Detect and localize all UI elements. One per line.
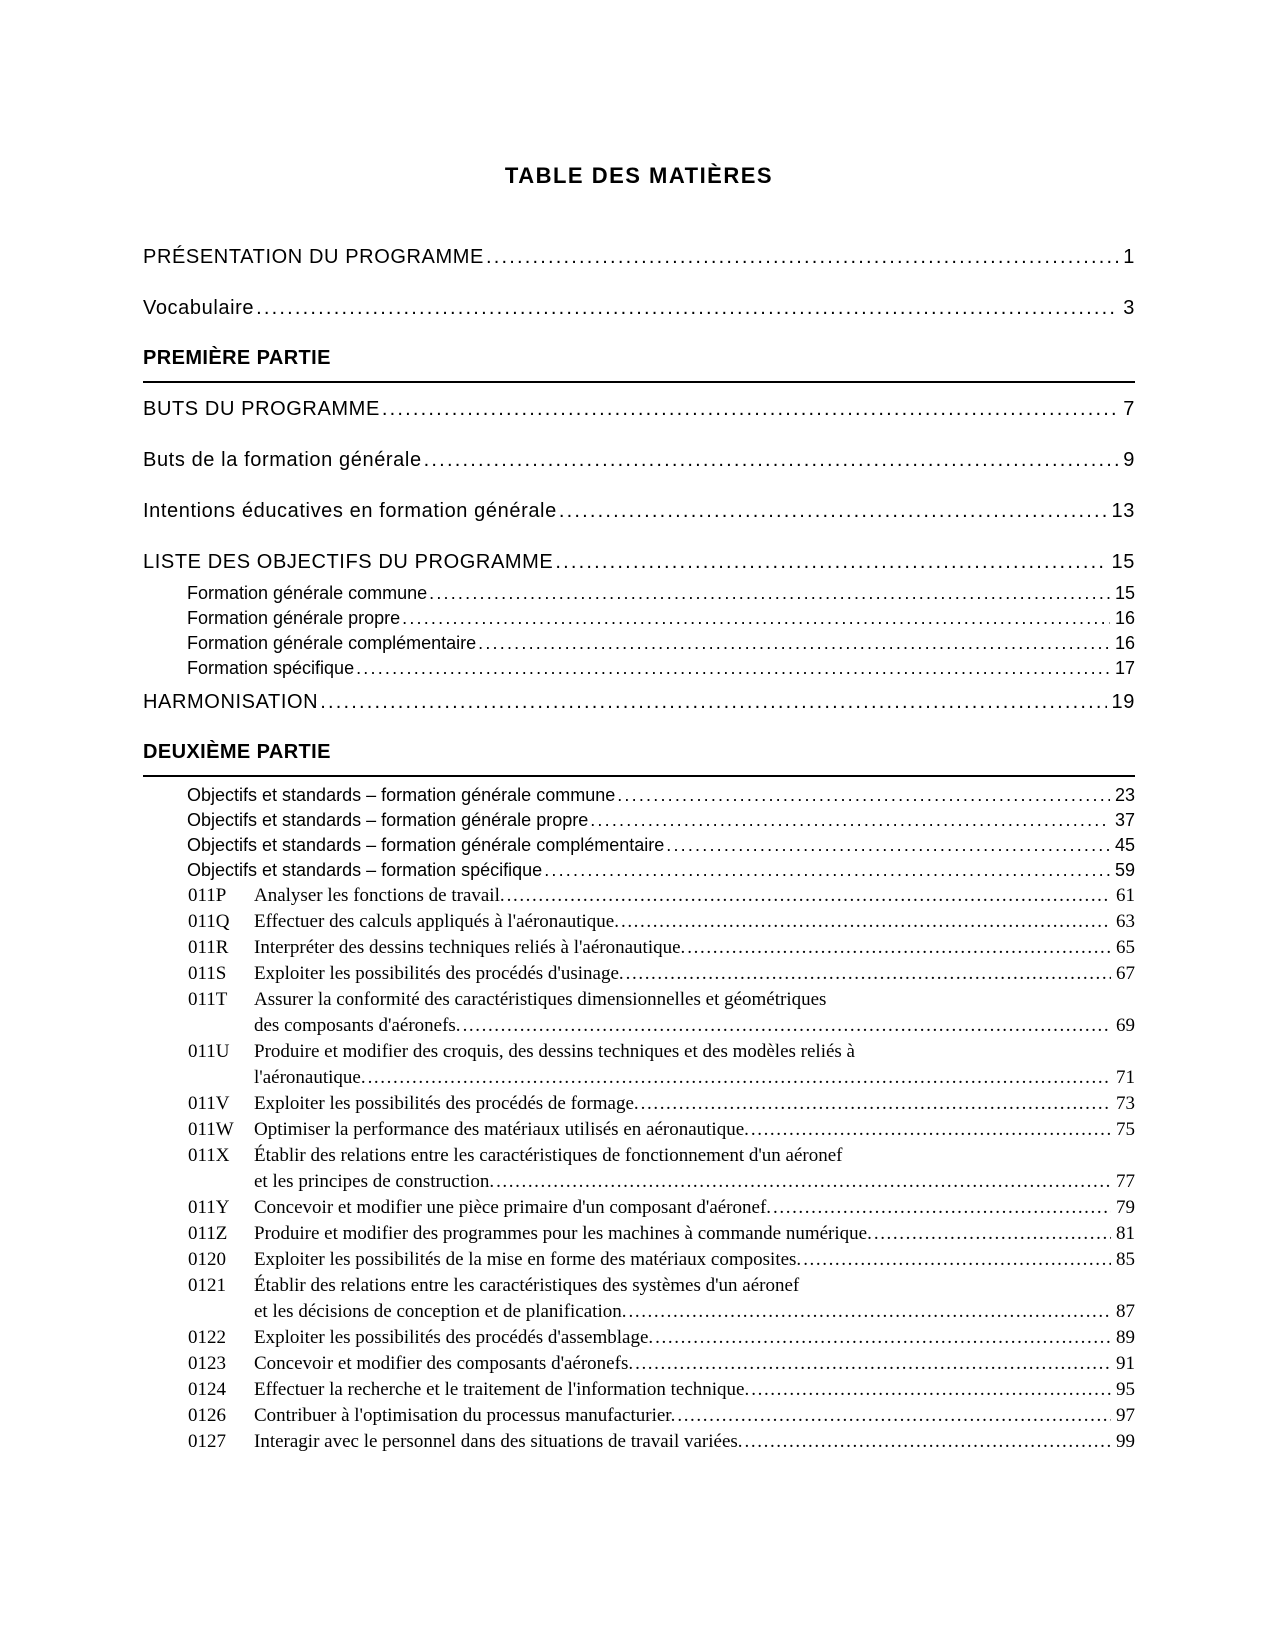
objective-code: 0122: [188, 1327, 226, 1348]
toc-page-number: 23: [1114, 785, 1135, 805]
toc-entry-label: Intentions éducatives en formation générale: [143, 500, 557, 522]
toc-page-number: 87: [1116, 1301, 1135, 1322]
objective-title: Effectuer des calculs appliqués à l'aéronautique.: [254, 911, 619, 932]
objective-line-1: [254, 909, 1135, 935]
toc-objective-entry: [188, 961, 1135, 987]
objective-title-continued: et les principes de construction.: [254, 1171, 495, 1192]
objective-code: 0123: [188, 1353, 226, 1374]
leader-dots: [626, 961, 1111, 987]
leader-dots: [486, 245, 1118, 269]
objective-title: Exploiter les possibilités de la mise en forme des matériaux composites.: [254, 1249, 802, 1270]
objective-content: [254, 1195, 1135, 1221]
objective-title: Concevoir et modifier une pièce primaire d'un composant d'aéronef.: [254, 1197, 772, 1218]
objective-content: [254, 1247, 1135, 1273]
toc-entry-label: Formation spécifique: [187, 658, 355, 678]
part-heading: [143, 346, 1135, 383]
toc-objective-entry: [188, 1039, 1135, 1091]
toc-objective-entry: [188, 1247, 1135, 1273]
objective-title: Concevoir et modifier des composants d'aéronefs.: [254, 1353, 634, 1374]
toc-page-number: 7: [1123, 398, 1135, 420]
objective-code: 0120: [188, 1249, 226, 1270]
toc-page-number: 16: [1114, 633, 1135, 653]
leader-dots: [356, 656, 1110, 681]
objective-content: [254, 1091, 1135, 1117]
toc-page-number: 67: [1116, 963, 1135, 984]
objective-line-1: [254, 1351, 1135, 1377]
toc-entry-label: BUTS DU PROGRAMME: [143, 398, 380, 420]
objective-code: 011X: [188, 1145, 230, 1166]
toc-entry: [143, 245, 1135, 269]
objective-title: Assurer la conformité des caractéristiques dimensionnelles et géométriques: [254, 989, 827, 1010]
toc-page-number: 61: [1116, 885, 1135, 906]
toc-entry-label: Formation générale propre: [187, 608, 401, 628]
toc-objective-entry: [188, 1143, 1135, 1195]
toc-page-number: 16: [1114, 608, 1135, 628]
toc-objective-entry: [188, 1195, 1135, 1221]
toc-page-number: 77: [1116, 1171, 1135, 1192]
toc-objective-entry: [188, 1117, 1135, 1143]
objective-line-1: [254, 1429, 1135, 1455]
leader-dots: [629, 1299, 1112, 1325]
objective-title: Exploiter les possibilités des procédés de formage.: [254, 1093, 639, 1114]
toc-entry-label: PRÉSENTATION DU PROGRAMME: [143, 246, 484, 268]
objective-line-1: [254, 1377, 1135, 1403]
leader-dots: [751, 1377, 1111, 1403]
objective-code: 011U: [188, 1041, 230, 1062]
toc-entry: [187, 833, 1135, 858]
toc-objective-entry: [188, 1403, 1135, 1429]
toc-page-number: 91: [1116, 1353, 1135, 1374]
objective-code: 0126: [188, 1405, 226, 1426]
leader-dots: [803, 1247, 1111, 1273]
table-of-contents: [143, 245, 1135, 1455]
toc-page-number: 63: [1116, 911, 1135, 932]
toc-page-number: 73: [1116, 1093, 1135, 1114]
toc-page-number: 45: [1114, 835, 1135, 855]
objective-code: 0121: [188, 1275, 226, 1296]
objective-content: [254, 1117, 1135, 1143]
toc-page-number: 13: [1111, 500, 1135, 522]
toc-entry: [143, 448, 1135, 472]
leader-dots: [507, 883, 1111, 909]
toc-entry-label: Objectifs et standards – formation générale commune: [187, 785, 616, 805]
toc-page-number: 95: [1116, 1379, 1135, 1400]
objective-title: Interpréter des dessins techniques reliés à l'aéronautique.: [254, 937, 686, 958]
objective-code: 011Y: [188, 1197, 230, 1218]
toc-page-number: 19: [1111, 691, 1135, 713]
toc-page-number: 97: [1116, 1405, 1135, 1426]
toc-entry: [187, 808, 1135, 833]
objective-content: [254, 1273, 1135, 1325]
toc-page-number: 85: [1116, 1249, 1135, 1270]
toc-objective-entry: [188, 1325, 1135, 1351]
toc-entry: [143, 690, 1135, 714]
objective-content: [254, 1039, 1135, 1091]
objective-content: [254, 1351, 1135, 1377]
objective-content: [254, 909, 1135, 935]
objective-title: Établir des relations entre les caractéristiques de fonctionnement d'un aéronef: [254, 1145, 843, 1166]
objective-title-continued: des composants d'aéronefs.: [254, 1015, 461, 1036]
toc-objective-entry: [188, 1429, 1135, 1455]
leader-dots: [687, 935, 1111, 961]
objective-title-continued: et les décisions de conception et de planification.: [254, 1301, 627, 1322]
toc-entry: [143, 499, 1135, 523]
objective-content: [254, 883, 1135, 909]
objective-code: 011T: [188, 989, 228, 1010]
leader-dots: [555, 550, 1106, 574]
toc-page-number: 65: [1116, 937, 1135, 958]
toc-objective-entry: [188, 909, 1135, 935]
objective-content: [254, 1377, 1135, 1403]
leader-dots: [635, 1351, 1111, 1377]
toc-entry: [143, 397, 1135, 421]
toc-entry-label: Buts de la formation générale: [143, 449, 422, 471]
toc-objective-entry: [188, 883, 1135, 909]
leader-dots: [368, 1065, 1111, 1091]
objective-line-1: [254, 1117, 1135, 1143]
objective-code: 011W: [188, 1119, 234, 1140]
toc-entry: [187, 581, 1135, 606]
leader-dots: [677, 1403, 1111, 1429]
objective-line-1: [254, 1195, 1135, 1221]
toc-entry-label: Objectifs et standards – formation générale propre: [187, 810, 589, 830]
objective-title: Établir des relations entre les caractéristiques des systèmes d'un aéronef: [254, 1275, 800, 1296]
objective-code: 0127: [188, 1431, 226, 1452]
leader-dots: [424, 448, 1119, 472]
leader-dots: [745, 1429, 1111, 1455]
objective-line-1: [254, 1091, 1135, 1117]
toc-page-number: 15: [1111, 551, 1135, 573]
objective-content: [254, 1143, 1135, 1195]
objective-content: [254, 1325, 1135, 1351]
leader-dots: [666, 833, 1110, 858]
objective-code: 011S: [188, 963, 227, 984]
toc-entry-label: Formation générale complémentaire: [187, 633, 477, 653]
objective-title: Produire et modifier des croquis, des dessins techniques et des modèles reliés à: [254, 1041, 855, 1062]
toc-entry-label: Objectifs et standards – formation spécifique: [187, 860, 543, 880]
toc-page-number: 81: [1116, 1223, 1135, 1244]
toc-entry-label: Vocabulaire: [143, 297, 255, 319]
objective-line-1: [254, 1325, 1135, 1351]
toc-objective-entry: [188, 987, 1135, 1039]
toc-page-number: 89: [1116, 1327, 1135, 1348]
objective-line-1: [254, 1247, 1135, 1273]
toc-page-number: 69: [1116, 1015, 1135, 1036]
objective-line-2: [254, 1299, 1135, 1325]
toc-page-number: 71: [1116, 1067, 1135, 1088]
leader-dots: [256, 296, 1118, 320]
objective-content: [254, 1429, 1135, 1455]
toc-page-number: 75: [1116, 1119, 1135, 1140]
objective-content: [254, 1221, 1135, 1247]
objective-line-1: [254, 1273, 1135, 1299]
leader-dots: [617, 783, 1110, 808]
toc-page-number: 3: [1123, 297, 1135, 319]
objective-content: [254, 935, 1135, 961]
toc-objective-entry: [188, 1377, 1135, 1403]
part-heading: [143, 740, 1135, 777]
objective-line-1: [254, 1221, 1135, 1247]
objective-title: Analyser les fonctions de travail.: [254, 885, 505, 906]
objective-title: Interagir avec le personnel dans des situations de travail variées.: [254, 1431, 743, 1452]
leader-dots: [773, 1195, 1111, 1221]
toc-entry-label: Objectifs et standards – formation générale complémentaire: [187, 835, 665, 855]
objective-line-2: [254, 1169, 1135, 1195]
leader-dots: [621, 909, 1111, 935]
toc-page-number: 1: [1123, 246, 1135, 268]
part-heading-label: PREMIÈRE PARTIE: [143, 347, 331, 369]
objective-code: 011P: [188, 885, 227, 906]
objective-line-1: [254, 1143, 1135, 1169]
objective-line-1: [254, 883, 1135, 909]
objective-title: Effectuer la recherche et le traitement de l'information technique.: [254, 1379, 750, 1400]
toc-entry: [143, 550, 1135, 574]
leader-dots: [382, 397, 1118, 421]
objective-line-1: [254, 961, 1135, 987]
toc-entry: [187, 631, 1135, 656]
toc-objective-entry: [188, 935, 1135, 961]
objective-title-continued: l'aéronautique.: [254, 1067, 366, 1088]
leader-dots: [429, 581, 1110, 606]
objective-title: Optimiser la performance des matériaux utilisés en aéronautique.: [254, 1119, 749, 1140]
toc-entry: [143, 296, 1135, 320]
toc-entry: [187, 656, 1135, 681]
leader-dots: [463, 1013, 1111, 1039]
objective-line-1: [254, 1039, 1135, 1065]
leader-dots: [559, 499, 1107, 523]
leader-dots: [320, 690, 1106, 714]
objective-code: 011Z: [188, 1223, 228, 1244]
toc-page-number: 15: [1114, 583, 1135, 603]
leader-dots: [641, 1091, 1111, 1117]
toc-objective-entry: [188, 1351, 1135, 1377]
toc-entry: [187, 606, 1135, 631]
toc-entry-label: HARMONISATION: [143, 691, 319, 713]
toc-page-number: 99: [1116, 1431, 1135, 1452]
page-title: TABLE DES MATIÈRES: [504, 163, 774, 188]
objective-title: Exploiter les possibilités des procédés d'usinage.: [254, 963, 624, 984]
objective-line-1: [254, 987, 1135, 1013]
objective-line-1: [254, 935, 1135, 961]
leader-dots: [544, 858, 1110, 883]
toc-page-number: 79: [1116, 1197, 1135, 1218]
toc-entry-label: LISTE DES OBJECTIFS DU PROGRAMME: [143, 551, 554, 573]
objective-title: Produire et modifier des programmes pour les machines à commande numérique.: [254, 1223, 872, 1244]
objective-title: Exploiter les possibilités des procédés d'assemblage.: [254, 1327, 654, 1348]
objective-line-2: [254, 1065, 1135, 1091]
objective-content: [254, 1403, 1135, 1429]
toc-entry: [187, 858, 1135, 883]
objective-content: [254, 987, 1135, 1039]
leader-dots: [590, 808, 1110, 833]
part-heading-label: DEUXIÈME PARTIE: [143, 741, 331, 763]
objective-line-1: [254, 1403, 1135, 1429]
toc-page-number: 37: [1114, 810, 1135, 830]
leader-dots: [874, 1221, 1111, 1247]
objective-code: 011R: [188, 937, 229, 958]
leader-dots: [655, 1325, 1111, 1351]
toc-objective-entry: [188, 1273, 1135, 1325]
objective-line-2: [254, 1013, 1135, 1039]
objective-content: [254, 961, 1135, 987]
toc-page-number: 59: [1114, 860, 1135, 880]
toc-objective-entry: [188, 1091, 1135, 1117]
toc-entry: [187, 783, 1135, 808]
toc-page-number: 9: [1123, 449, 1135, 471]
toc-entry-label: Formation générale commune: [187, 583, 428, 603]
objective-code: 011Q: [188, 911, 230, 932]
leader-dots: [402, 606, 1110, 631]
objective-code: 011V: [188, 1093, 230, 1114]
leader-dots: [478, 631, 1110, 656]
toc-page-number: 17: [1114, 658, 1135, 678]
objective-code: 0124: [188, 1379, 226, 1400]
toc-objective-entry: [188, 1221, 1135, 1247]
leader-dots: [496, 1169, 1111, 1195]
leader-dots: [751, 1117, 1111, 1143]
objective-title: Contribuer à l'optimisation du processus manufacturier.: [254, 1405, 676, 1426]
